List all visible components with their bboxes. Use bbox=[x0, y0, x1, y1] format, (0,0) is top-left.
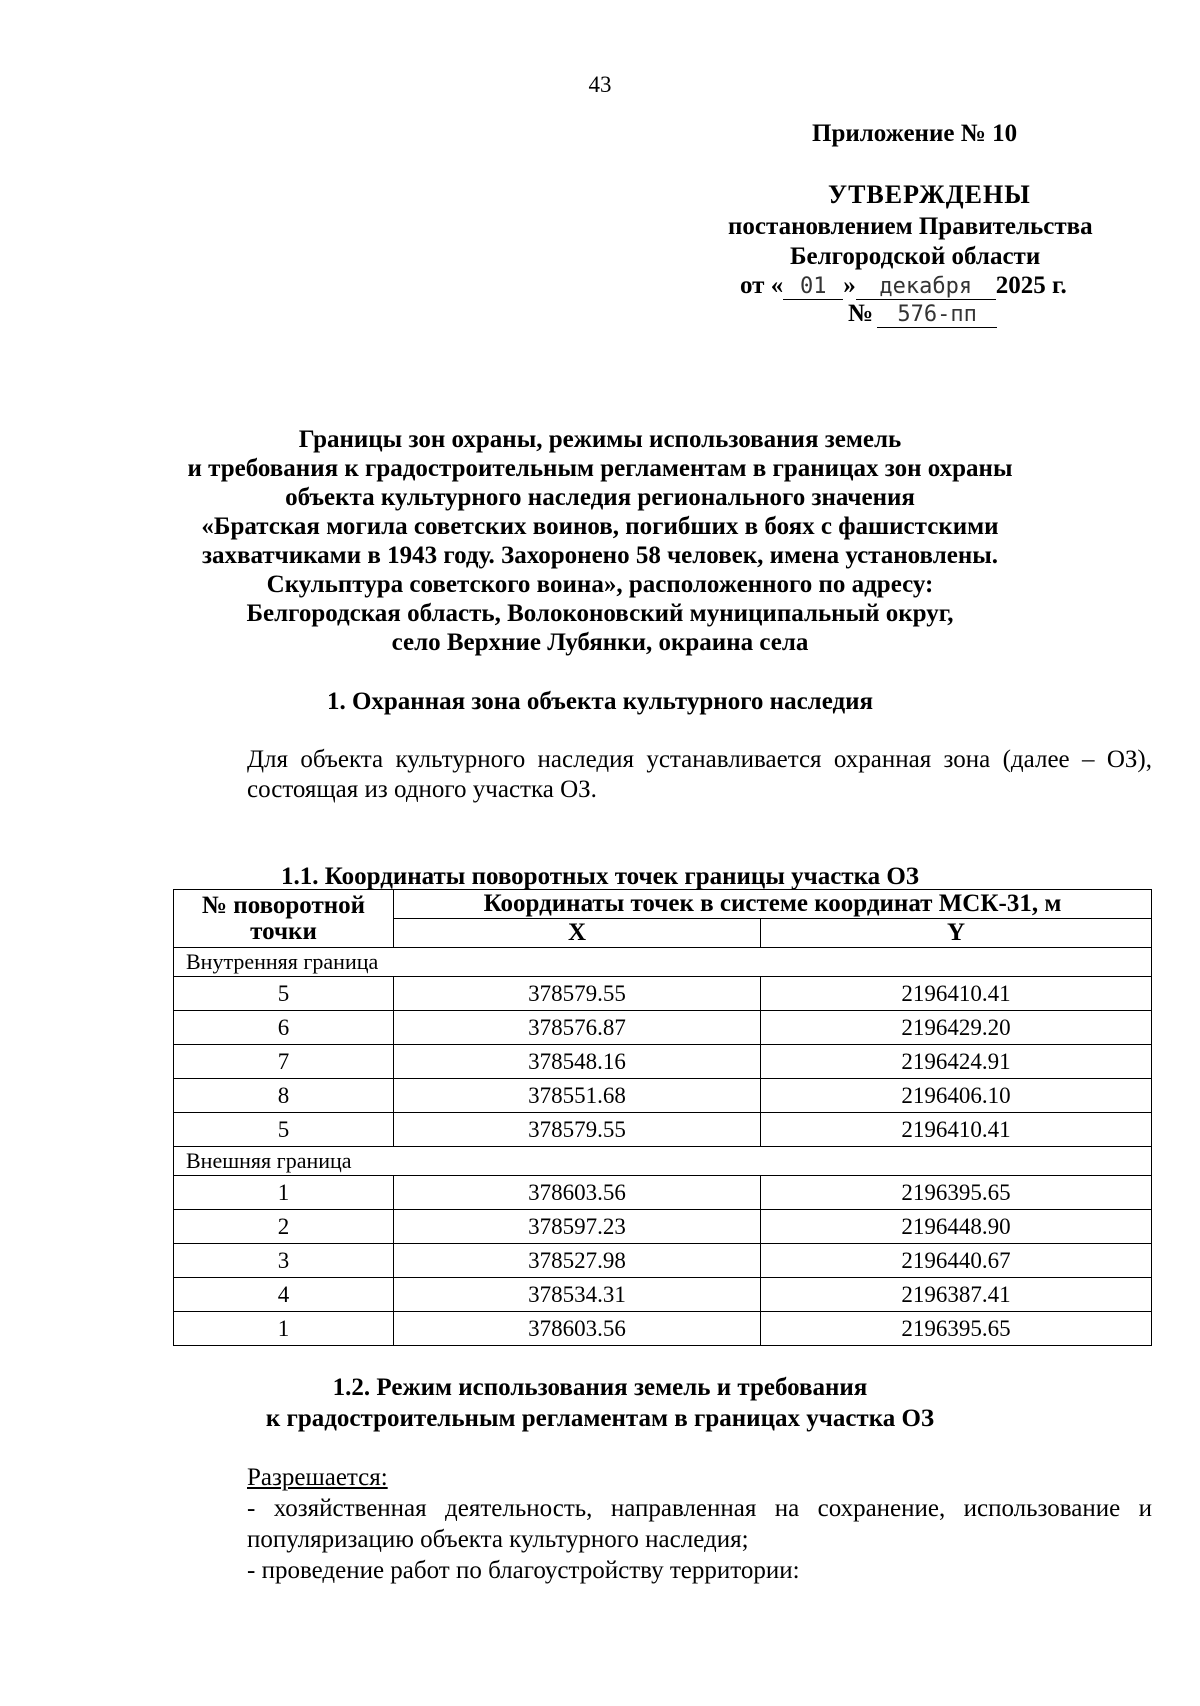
header-coordinates: Координаты точек в системе координат МСК-31, м bbox=[394, 890, 1152, 919]
header-x: X bbox=[394, 919, 761, 948]
decree-number: 576-пп bbox=[877, 303, 997, 328]
title-line: село Верхние Лубянки, окраина села bbox=[391, 629, 809, 656]
region-line: Белгородской области bbox=[790, 243, 1041, 270]
document-title bbox=[150, 425, 1050, 657]
approved-heading: УТВЕРЖДЕНЫ bbox=[828, 180, 1031, 209]
heading-line: 1.2. Режим использования земель и требования bbox=[332, 1374, 868, 1401]
table-row bbox=[174, 1210, 1152, 1244]
title-line: захватчиками в 1943 году. Захоронено 58 человек, имена установлены. bbox=[201, 542, 999, 569]
table-row bbox=[174, 977, 1152, 1011]
header-point-number: № поворотной точки bbox=[174, 890, 394, 948]
point-number: 1 bbox=[174, 1176, 394, 1210]
table-row bbox=[174, 1011, 1152, 1045]
point-number: 5 bbox=[174, 977, 394, 1011]
x-value: 378603.56 bbox=[394, 1176, 761, 1210]
allowed-section bbox=[172, 1462, 1152, 1586]
y-value: 2196406.10 bbox=[761, 1079, 1152, 1113]
table-row bbox=[174, 1045, 1152, 1079]
date-year: 2025 г. bbox=[995, 272, 1067, 299]
table-row bbox=[174, 1176, 1152, 1210]
page-number: 43 bbox=[588, 72, 612, 97]
y-value: 2196440.67 bbox=[761, 1244, 1152, 1278]
x-value: 378579.55 bbox=[394, 977, 761, 1011]
point-number: 4 bbox=[174, 1278, 394, 1312]
date-mid: » bbox=[843, 272, 856, 299]
x-value: 378548.16 bbox=[394, 1045, 761, 1079]
x-value: 378534.31 bbox=[394, 1278, 761, 1312]
coordinates-table bbox=[173, 889, 1152, 1346]
point-number: 3 bbox=[174, 1244, 394, 1278]
title-line: «Братская могила советских воинов, погибших в боях с фашистскими bbox=[201, 513, 999, 540]
heading-line: к градостроительным регламентам в границах участка ОЗ bbox=[265, 1405, 935, 1432]
y-value: 2196410.41 bbox=[761, 1113, 1152, 1147]
x-value: 378527.98 bbox=[394, 1244, 761, 1278]
date-prefix: от « bbox=[740, 272, 784, 299]
table-row bbox=[174, 1079, 1152, 1113]
point-number: 1 bbox=[174, 1312, 394, 1346]
table-row bbox=[174, 1244, 1152, 1278]
date-day: 01 bbox=[783, 275, 843, 300]
date-month: декабря bbox=[856, 275, 996, 300]
section-1-paragraph bbox=[172, 745, 1152, 805]
header-y: Y bbox=[761, 919, 1152, 948]
date-line bbox=[740, 272, 1067, 300]
title-line: Скульптура советского воина», расположенного по адресу: bbox=[266, 571, 934, 598]
point-number: 7 bbox=[174, 1045, 394, 1079]
y-value: 2196429.20 bbox=[761, 1011, 1152, 1045]
inner-boundary-label: Внутренняя граница bbox=[174, 948, 1152, 977]
x-value: 378579.55 bbox=[394, 1113, 761, 1147]
number-line bbox=[848, 300, 997, 328]
allowed-item: - проведение работ по благоустройству территории: bbox=[247, 1557, 800, 1584]
x-value: 378551.68 bbox=[394, 1079, 761, 1113]
title-line: Белгородская область, Волоконовский муниципальный округ, bbox=[246, 600, 954, 627]
y-value: 2196410.41 bbox=[761, 977, 1152, 1011]
outer-boundary-label: Внешняя граница bbox=[174, 1147, 1152, 1176]
y-value: 2196424.91 bbox=[761, 1045, 1152, 1079]
section-1-heading: 1. Охранная зона объекта культурного наследия bbox=[326, 688, 874, 715]
y-value: 2196448.90 bbox=[761, 1210, 1152, 1244]
paragraph-text: Для объекта культурного наследия устанавливается охранная зона (далее – ОЗ), состоящая из одного участка ОЗ. bbox=[247, 746, 1152, 803]
allowed-item: - хозяйственная деятельность, направленная на сохранение, использование и популяризацию объекта культурного наследия; bbox=[247, 1495, 1152, 1553]
y-value: 2196387.41 bbox=[761, 1278, 1152, 1312]
table-row bbox=[174, 1113, 1152, 1147]
point-number: 5 bbox=[174, 1113, 394, 1147]
title-line: Границы зон охраны, режимы использования земель bbox=[298, 426, 902, 453]
table-row bbox=[174, 1278, 1152, 1312]
title-line: и требования к градостроительным регламентам в границах зон охраны bbox=[187, 455, 1013, 482]
x-value: 378576.87 bbox=[394, 1011, 761, 1045]
point-number: 2 bbox=[174, 1210, 394, 1244]
table-row bbox=[174, 1312, 1152, 1346]
number-label: № bbox=[848, 300, 874, 327]
decree-line: постановлением Правительства bbox=[728, 213, 1093, 240]
y-value: 2196395.65 bbox=[761, 1312, 1152, 1346]
section-1-1-heading: 1.1. Координаты поворотных точек границы участка ОЗ bbox=[281, 863, 919, 890]
point-number: 8 bbox=[174, 1079, 394, 1113]
point-number: 6 bbox=[174, 1011, 394, 1045]
appendix-label: Приложение № 10 bbox=[812, 120, 1018, 147]
title-line: объекта культурного наследия регионального значения bbox=[285, 484, 915, 511]
section-1-2-heading bbox=[150, 1372, 1050, 1434]
x-value: 378597.23 bbox=[394, 1210, 761, 1244]
x-value: 378603.56 bbox=[394, 1312, 761, 1346]
allowed-label: Разрешается: bbox=[247, 1464, 388, 1491]
y-value: 2196395.65 bbox=[761, 1176, 1152, 1210]
